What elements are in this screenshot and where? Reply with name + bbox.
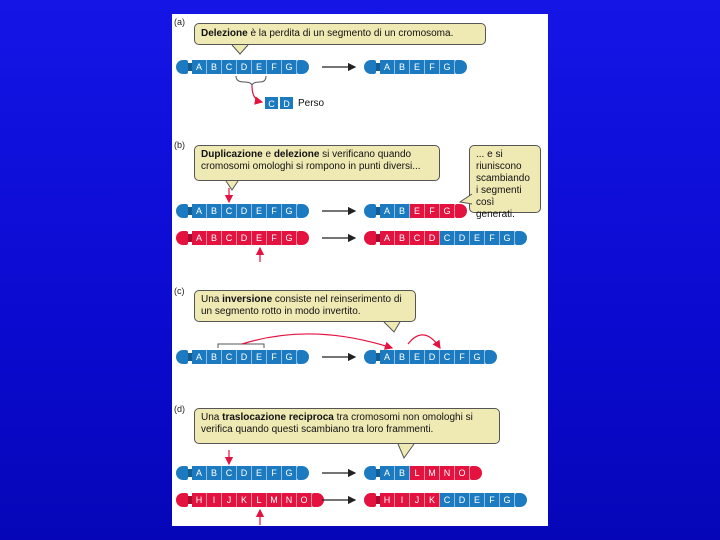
callout-c-pointer	[384, 322, 400, 332]
gene-segment: G	[440, 204, 455, 218]
gene-segment: C	[440, 350, 455, 364]
callout-deletion-text: è la perdita di un segmento di un cromosoma.	[247, 28, 454, 39]
gene-segment: K	[425, 493, 440, 507]
gene-segment: H	[192, 493, 207, 507]
gene-segment: E	[252, 204, 267, 218]
gene-segment: F	[267, 466, 282, 480]
gene-segment: E	[252, 350, 267, 364]
gene-segment: B	[395, 231, 410, 245]
section-d-label: (d)	[174, 404, 185, 414]
gene-segment: D	[455, 493, 470, 507]
gene-segment: N	[440, 466, 455, 480]
gene-segment: A	[380, 204, 395, 218]
callout-inversion-text: consiste nel reinserimento di un segmento rotto in modo invertito.	[201, 294, 402, 317]
callout-translocation-pre: Una	[201, 412, 223, 423]
gene-segment: D	[237, 466, 252, 480]
gene-segment: G	[282, 60, 297, 74]
gene-segment: B	[207, 231, 222, 245]
gene-segment: C	[440, 231, 455, 245]
gene-segment: C	[410, 231, 425, 245]
gene-segment: E	[252, 231, 267, 245]
gene-segment: M	[267, 493, 282, 507]
gene-segment: L	[252, 493, 267, 507]
gene-segment: G	[282, 231, 297, 245]
gene-segment: F	[425, 60, 440, 74]
gene-segment: F	[425, 204, 440, 218]
gene-segment: L	[410, 466, 425, 480]
gene-segment: K	[237, 493, 252, 507]
gene-segment: F	[267, 204, 282, 218]
gene-segment: B	[207, 60, 222, 74]
gene-segment: D	[237, 350, 252, 364]
gene-segment: F	[485, 493, 500, 507]
gene-segment: A	[192, 204, 207, 218]
gene-segment: J	[410, 493, 425, 507]
lost-gene-segment: D	[279, 96, 294, 110]
gene-segment: E	[252, 60, 267, 74]
gene-segment: C	[222, 350, 237, 364]
section-b-label: (b)	[174, 140, 185, 150]
gene-segment: C	[440, 493, 455, 507]
connector-overlay	[172, 14, 548, 526]
bracket-c	[218, 344, 264, 348]
gene-segment: G	[282, 466, 297, 480]
gene-segment: A	[380, 231, 395, 245]
callout-a-pointer	[232, 45, 248, 54]
callout-translocation-term: traslocazione reciproca	[222, 412, 334, 423]
callout-rejoin: ... e si riuniscono scambiando i segmenti così generati.	[469, 145, 541, 213]
gene-segment: J	[222, 493, 237, 507]
gene-segment: I	[207, 493, 222, 507]
gene-segment: E	[410, 60, 425, 74]
gene-segment: F	[267, 60, 282, 74]
gene-segment: E	[410, 350, 425, 364]
section-c-label: (c)	[174, 286, 185, 296]
callout-b2-pointer	[460, 194, 472, 204]
gene-segment: A	[380, 350, 395, 364]
gene-segment: E	[470, 231, 485, 245]
callout-duplication-term: Duplicazione	[201, 149, 263, 160]
gene-segment: A	[192, 60, 207, 74]
gene-segment: O	[455, 466, 470, 480]
gene-segment: A	[380, 60, 395, 74]
gene-segment: E	[470, 493, 485, 507]
gene-segment: D	[425, 231, 440, 245]
gene-segment: G	[500, 231, 515, 245]
gene-segment: B	[395, 204, 410, 218]
callout-inversion-pre: Una	[201, 294, 223, 305]
gene-segment: E	[410, 204, 425, 218]
callout-duplication-text: si verificano quando cromosomi omologhi si rompono in punti diversi...	[201, 149, 421, 172]
gene-segment: H	[380, 493, 395, 507]
gene-segment: B	[207, 204, 222, 218]
arrow-c-right	[408, 335, 440, 348]
gene-segment: B	[207, 350, 222, 364]
gene-segment: B	[395, 60, 410, 74]
gene-segment: A	[192, 466, 207, 480]
gene-segment: D	[237, 204, 252, 218]
lost-label: Perso	[298, 98, 325, 109]
gene-segment: B	[395, 350, 410, 364]
gene-segment: D	[237, 231, 252, 245]
gene-segment: D	[237, 60, 252, 74]
gene-segment: F	[455, 350, 470, 364]
gene-segment: F	[267, 350, 282, 364]
callout-deletion-term-b: delezione	[273, 149, 320, 160]
callout-b-pointer	[226, 181, 238, 190]
gene-segment: A	[380, 466, 395, 480]
gene-segment: C	[222, 60, 237, 74]
gene-segment: G	[282, 350, 297, 364]
gene-segment: D	[425, 350, 440, 364]
callout-d-pointer	[398, 444, 414, 458]
gene-segment: B	[395, 466, 410, 480]
gene-segment: G	[282, 204, 297, 218]
lost-gene-segment: C	[264, 96, 279, 110]
gene-segment: G	[500, 493, 515, 507]
gene-segment: N	[282, 493, 297, 507]
gene-segment: C	[222, 466, 237, 480]
gene-segment: G	[440, 60, 455, 74]
gene-segment: A	[192, 231, 207, 245]
gene-segment: C	[222, 204, 237, 218]
gene-segment: G	[470, 350, 485, 364]
gene-segment: E	[252, 466, 267, 480]
gene-segment: I	[395, 493, 410, 507]
gene-segment: B	[207, 466, 222, 480]
arrow-a-lost	[252, 86, 262, 102]
callout-duplication-and: e	[262, 149, 274, 160]
gene-segment: O	[297, 493, 312, 507]
gene-segment: A	[192, 350, 207, 364]
gene-segment: D	[455, 231, 470, 245]
callout-inversion-term: inversione	[222, 294, 273, 305]
callout-deletion-term: Delezione	[201, 28, 248, 39]
gene-segment: F	[485, 231, 500, 245]
bracket-a	[236, 76, 266, 86]
gene-segment: M	[425, 466, 440, 480]
section-a-label: (a)	[174, 17, 185, 27]
diagram-panel	[172, 14, 548, 526]
gene-segment: F	[267, 231, 282, 245]
gene-segment: C	[222, 231, 237, 245]
callout-translocation-text: tra cromosomi non omologhi si verifica quando questi scambiano tra loro frammenti.	[201, 412, 473, 435]
